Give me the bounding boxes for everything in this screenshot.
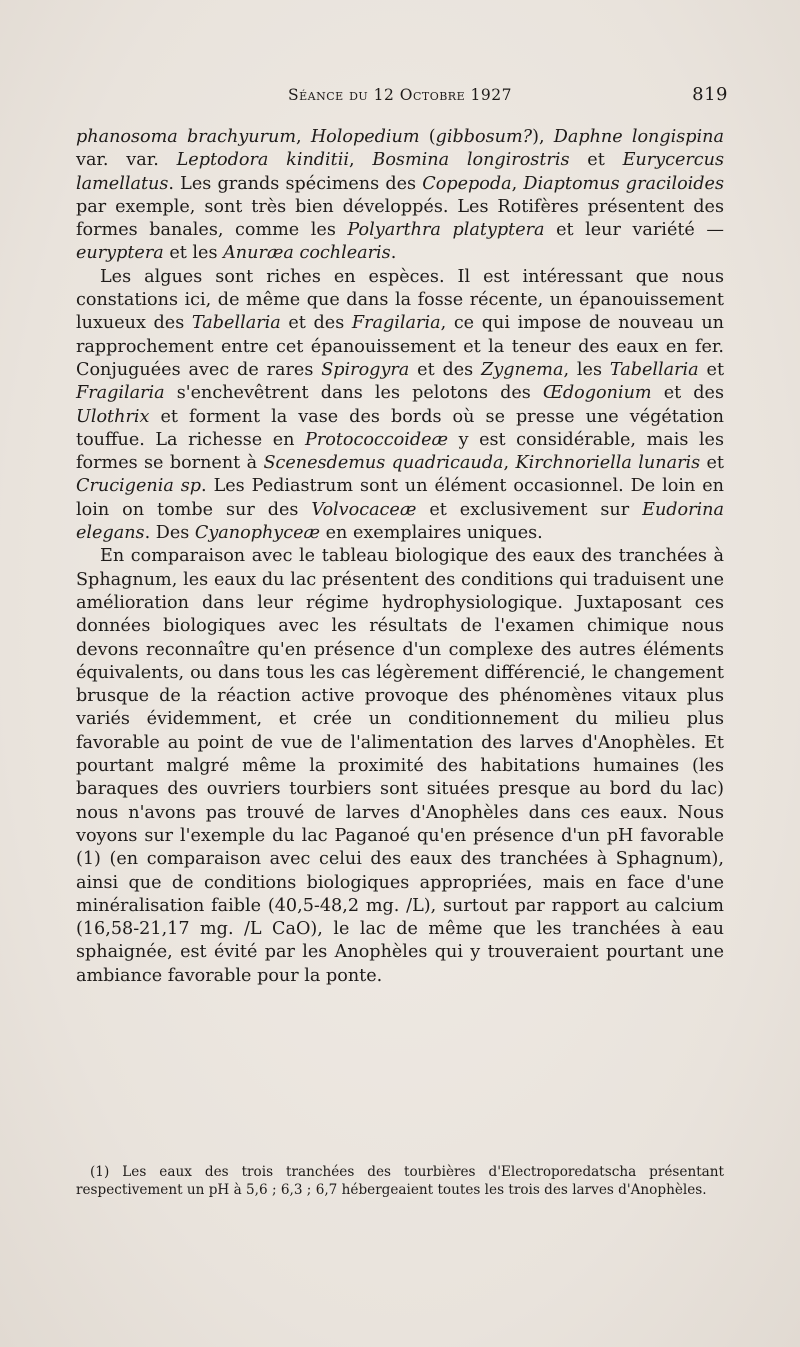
text-run: et leur variété — (544, 220, 724, 241)
text-run: et exclusivement sur (416, 499, 643, 520)
italic-term: Cyanophyceæ (194, 523, 321, 544)
text-run: en exemplaires uniques. (320, 523, 543, 544)
italic-term: Scenesdemus quadricauda (263, 453, 504, 474)
italic-term: Œdogonium (542, 383, 652, 404)
page-number: 819 (692, 84, 728, 105)
italic-term: Bosmina longirostris (372, 150, 570, 171)
italic-term: Tabellaria (609, 359, 699, 380)
text-run: et des (280, 313, 352, 334)
footnotes (76, 1164, 724, 1199)
page-header (76, 82, 728, 110)
text-run: et forment la vase des bords où se presse une végétation touffue. La richesse en (76, 406, 724, 450)
italic-term: Ulothrix (76, 406, 150, 427)
text-run: Les algues sont riches en espèces. Il est intéressant que nous constations ici, de même que dans la fosse récente, un épanouissement luxueux des (76, 266, 724, 334)
text-run: s'enchevêtrent dans les pelotons des (164, 383, 543, 404)
paragraph-1 (76, 126, 724, 266)
text-run: . Des (144, 523, 195, 544)
italic-term: phanosoma brachyurum (76, 127, 297, 147)
italic-term: Eurycercus lamellatus (76, 150, 724, 194)
text-run: . (390, 243, 397, 264)
paragraph-3 (76, 545, 724, 988)
text-run: , ce qui impose de nouveau un rapprochement entre cet épanouissement et la teneur des eaux en fer. Conjuguées avec de rares (76, 313, 724, 380)
text-run: et des (651, 383, 724, 404)
italic-term: Diaptomus graciloides (523, 173, 724, 194)
text-run: et les (163, 243, 224, 264)
italic-term: Volvocaceæ (311, 499, 417, 520)
italic-term: Crucigenia sp (76, 476, 202, 497)
running-title: Séance du 12 Octobre 1927 (287, 86, 512, 104)
italic-term: Polyarthra platyptera (347, 220, 545, 241)
text-run: ), (532, 127, 554, 147)
italic-term: Anuræa cochlearis (223, 243, 391, 264)
text-run: var. var. (76, 150, 177, 171)
italic-term: Leptodora kinditii (176, 150, 349, 171)
italic-term: Zygnema (481, 359, 564, 380)
text-run: et (700, 453, 724, 474)
text-run: . Les grands spécimens des (168, 173, 423, 194)
text-run: par exemple, sont très bien développés. Les Rotifères présentent des formes banales, comme les (76, 196, 724, 241)
italic-term: Copepoda (422, 173, 512, 194)
body-text (76, 126, 724, 988)
italic-term: euryptera (76, 243, 164, 264)
text-run: , (503, 453, 516, 474)
text-run: , (349, 150, 373, 171)
text-run: y est considérable, mais les formes se bornent à (76, 429, 724, 474)
text-run: et des (409, 359, 482, 380)
paragraph-2 (76, 266, 724, 546)
text-run: . Les Pediastrum sont un élément occasionnel. De loin en loin on tombe sur des (76, 476, 724, 520)
italic-term: Fragilaria (76, 383, 165, 404)
text-run: ( (419, 127, 436, 147)
italic-term: Kirchnoriella lunaris (515, 453, 701, 474)
text-run: et (698, 359, 725, 380)
text-run: , (296, 127, 311, 147)
italic-term: Eudorina elegans (76, 499, 724, 544)
italic-term: Spirogyra (321, 359, 410, 380)
italic-term: Fragilaria (351, 313, 441, 334)
italic-term: gibbosum? (435, 127, 533, 147)
italic-term: Daphne longispina (553, 127, 725, 147)
text-run: , les (563, 359, 610, 380)
italic-term: Holopedium (310, 127, 420, 147)
italic-term: Tabellaria (191, 313, 281, 334)
text-run: , (511, 173, 524, 194)
text-run: En comparaison avec le tableau biologique des eaux des tranchées à Sphagnum, les eaux du lac présentent des conditions qui traduisent une amélioration dans leur régime hydrophysiologique. Juxtaposant ces données biologiques avec les résultats de l'examen chimique nous devons reconnaître qu'en présence d'un complexe des autres éléments équivalents, ou dans tous les cas légèrement différencié, le changement brusque de la réaction active provoque des phénomènes vitaux plus variés évidemment, et crée un conditionnement du milieu plus favorable au point de vue de l'alimentation des larves d'Anophèles. Et pourtant malgré même la proximité des habitations humaines (les baraques des ouvriers tourbiers sont situées presque au bord du lac) nous n'avons pas trouvé de larves d'Anophèles dans ces eaux. Nous voyons sur l'exemple du lac Paganoé qu'en présence d'un pH favorable (1) (en comparaison avec celui des eaux des tranchées à Sphagnum), ainsi que de conditions biologiques appropriées, mais en face d'une minéralisation faible (40,5-48,2 mg. /L), surtout par rapport au calcium (16,58-21,17 mg. /L CaO), le lac de même que les tranchées à eau sphaignée, est évité par les Anophèles qui y trouveraient pourtant une ambiance favorable pour la ponte. (76, 546, 724, 986)
footnote-1: (1) Les eaux des trois tranchées des tourbières d'Electroporedatscha présentant respectivement un pH à 5,6 ; 6,3 ; 6,7 hébergeaient toutes les trois des larves d'Anophèles. (76, 1164, 724, 1198)
text-run: et (569, 150, 623, 171)
italic-term: Protococcoideæ (304, 429, 449, 450)
